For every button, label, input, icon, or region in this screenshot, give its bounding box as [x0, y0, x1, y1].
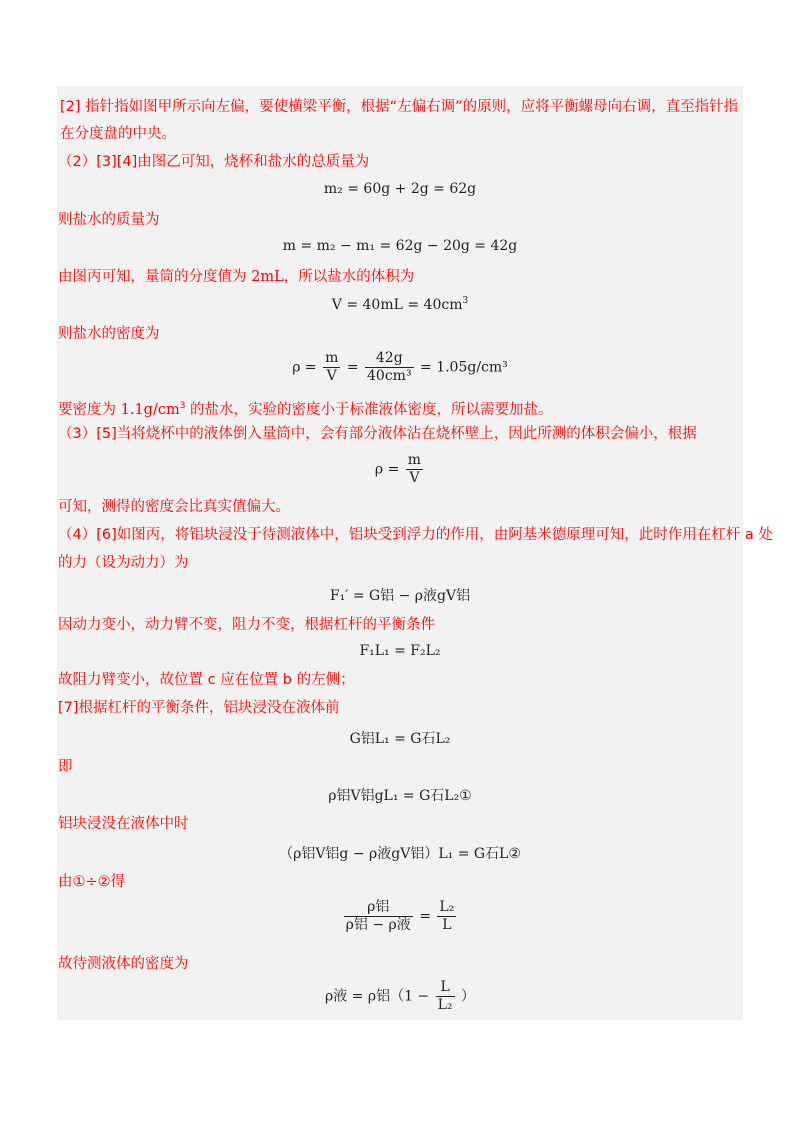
text-line: 则盐水的质量为: [58, 212, 160, 228]
text-line: 由图丙可知，量筒的分度值为 2mL，所以盐水的体积为: [58, 269, 415, 285]
text-line: 的力（设为动力）为: [58, 555, 189, 571]
equation-salt-water-mass: m = m₂ − m₁ = 62g − 20g = 42g: [282, 238, 518, 254]
text-line: （2）[3][4]由图乙可知，烧杯和盐水的总质量为: [58, 154, 370, 170]
equation-density-formula: ρ = $\frac{m}{V}$: [374, 452, 422, 486]
text-line: 在分度盘的中央。: [60, 126, 176, 142]
text-line: 要密度为 $1.1g/cm^3$ 的盐水，实验的密度小于标准液体密度，所以需要加盐。: [58, 401, 553, 418]
equation-ratio: ρ铝 ρ铝 − ρ液 = $\frac{\text{L₂}}{L}$: [345, 899, 455, 933]
text-line: 可知，测得的密度会比真实值偏大。: [58, 499, 290, 515]
equation-lever-before: G铝L₁ = G石L₂: [349, 731, 451, 747]
text-line: （3）[5]当将烧杯中的液体倒入量筒中，会有部分液体沾在烧杯壁上，因此所测的体积会偏小，根据: [58, 426, 697, 442]
equation-lever: F₁L₁ = F₂L₂: [359, 643, 441, 659]
text-line: 因动力变小，动力臂不变，阻力不变，根据杠杆的平衡条件: [58, 617, 435, 633]
text-line: 即: [58, 759, 73, 775]
text-line: 故待测液体的密度为: [58, 956, 189, 972]
text-line: 则盐水的密度为: [58, 326, 160, 342]
equation-liquid-density: ρ液 = ρ铝（1 − $\frac{L}{\text{L₂}}$ ）: [324, 979, 475, 1013]
equation-2: （ρ铝V铝g − ρ液gV铝）L₁ = G石L②: [279, 846, 521, 862]
equation-total-mass: m₂ = 60g + 2g = 62g: [323, 181, 477, 197]
text-line: 故阻力臂变小，故位置 c 应在位置 b 的左侧；: [58, 672, 355, 688]
equation-1: ρ铝V铝gL₁ = G石L₂①: [328, 788, 472, 804]
equation-volume: $V = 40mL = 40cm^3$: [331, 296, 469, 313]
text-line: （4）[6]如图丙，将铝块浸没于待测液体中，铝块受到浮力的作用，由阿基米德原理可知，此时作用在杠杆 a 处: [58, 527, 773, 543]
text-line: [7]根据杠杆的平衡条件，铝块浸没在液体前: [58, 700, 340, 716]
text-line: 由①÷②得: [58, 874, 126, 890]
equation-density: ρ = $\frac{m}{V}$ = $\frac{42g}{\text{40cm³}}$ = 1.05g/cm³: [292, 350, 508, 384]
equation-force: F₁′ = G铝 − ρ液gV铝: [329, 588, 471, 604]
text-line: 铝块浸没在液体中时: [58, 816, 189, 832]
text-line: [2] 指针指如图甲所示向左偏，要使横梁平衡，根据“左偏右调”的原则，应将平衡螺母向右调，直至指针指: [60, 99, 739, 115]
